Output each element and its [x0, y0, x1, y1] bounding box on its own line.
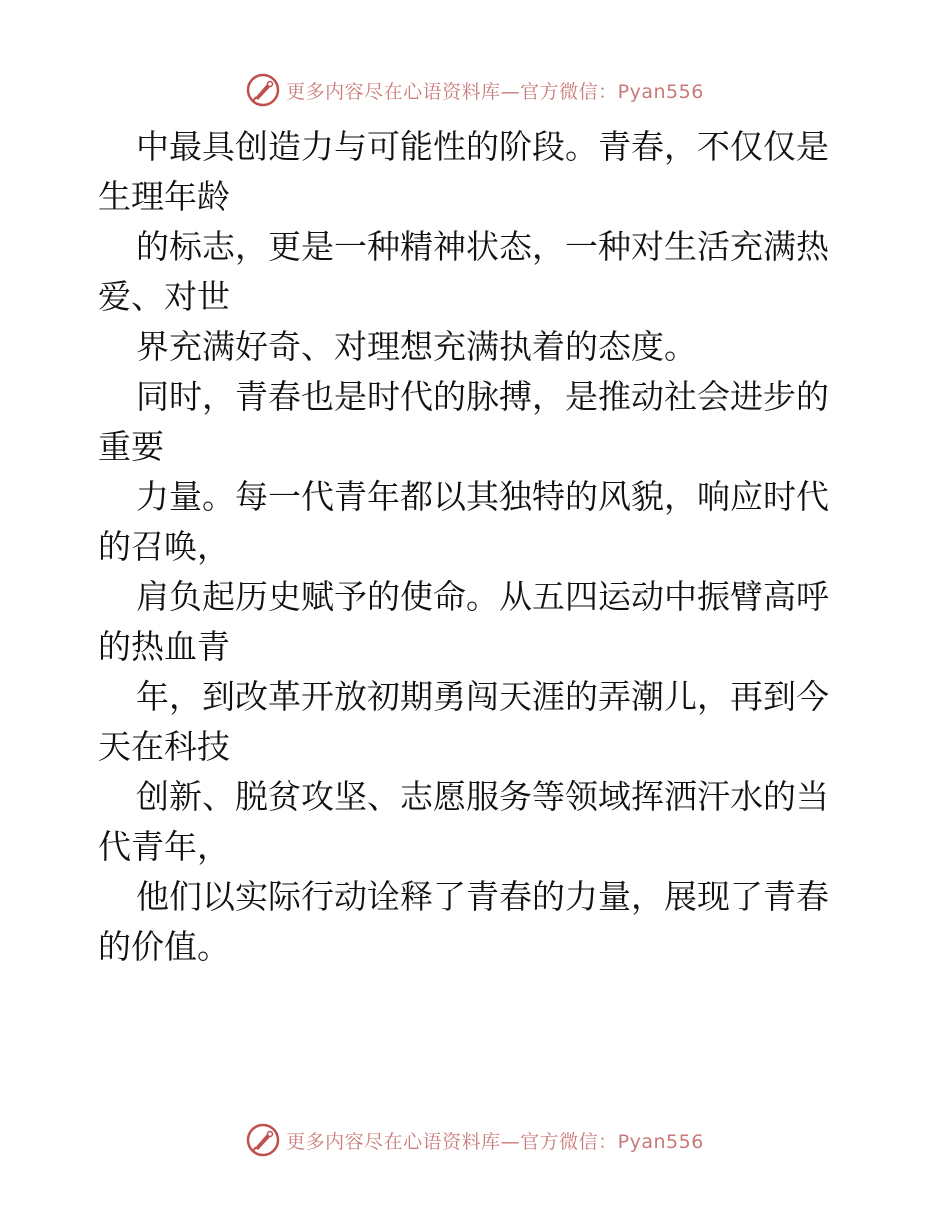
line-text: 他们以实际行动诠释了青春的力量，展现了青春 [136, 877, 829, 916]
line-wrap-text: 的价值。 [98, 927, 230, 966]
line-text: 年，到改革开放初期勇闯天涯的弄潮儿，再到今 [136, 677, 829, 716]
line-text: 同时，青春也是时代的脉搏，是推动社会进步的 [136, 377, 829, 416]
line-wrap-text: 代青年， [98, 827, 230, 866]
paragraph-line [98, 222, 858, 322]
paragraph-line [98, 372, 858, 472]
paragraph-line [98, 672, 858, 772]
document-body [98, 122, 858, 972]
line-wrap-text: 的召唤， [98, 527, 230, 566]
header-banner-text: 更多内容尽在心语资料库—官方微信：Pyan556 [286, 80, 704, 103]
line-wrap-text: 爱、对世 [98, 277, 230, 316]
line-text: 力量。每一代青年都以其独特的风貌，响应时代 [136, 477, 829, 516]
paragraph-line [98, 872, 858, 972]
line-text: 中最具创造力与可能性的阶段。青春，不仅仅是 [136, 127, 829, 166]
line-wrap-text: 重要 [98, 427, 164, 466]
paragraph-line [98, 772, 858, 872]
line-wrap-text: 的热血青 [98, 627, 230, 666]
line-wrap-text: 天在科技 [98, 727, 230, 766]
line-text: 界充满好奇、对理想充满执着的态度。 [136, 327, 697, 366]
line-text: 肩负起历史赋予的使命。从五四运动中振臂高呼 [136, 577, 829, 616]
line-wrap-text: 生理年龄 [98, 177, 230, 216]
line-text: 创新、脱贫攻坚、志愿服务等领域挥洒汗水的当 [136, 777, 829, 816]
paragraph-line [98, 122, 858, 222]
footer-banner-text: 更多内容尽在心语资料库—官方微信：Pyan556 [286, 1130, 704, 1153]
paragraph-line [98, 572, 858, 672]
paragraph-line [98, 322, 858, 372]
footer-banner [0, 1120, 950, 1160]
quill-pen-logo-icon [246, 73, 280, 107]
quill-pen-logo-icon [246, 1123, 280, 1157]
header-banner [0, 70, 950, 110]
line-text: 的标志，更是一种精神状态，一种对生活充满热 [136, 227, 829, 266]
paragraph-line [98, 472, 858, 572]
